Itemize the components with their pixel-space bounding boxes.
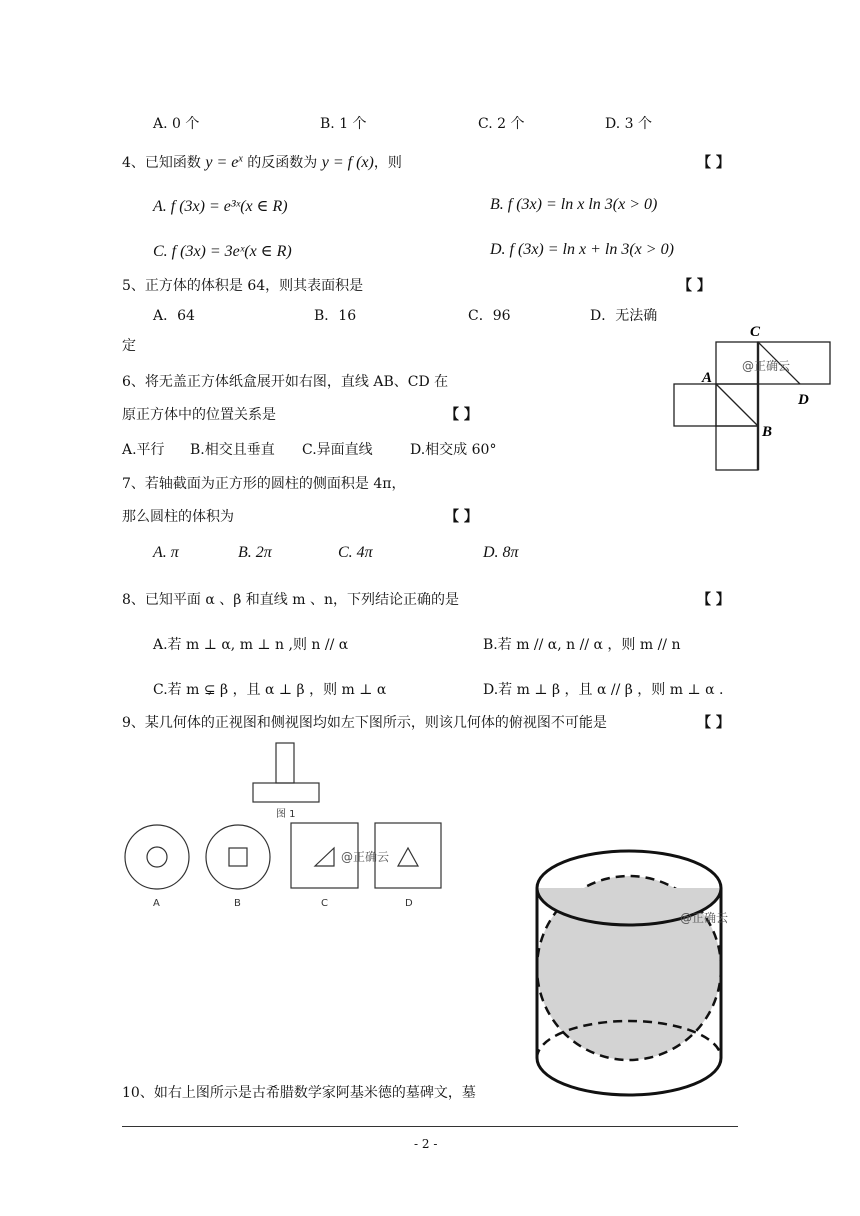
q6-option-c: C.异面直线: [302, 442, 373, 458]
q5-option-d-wrap: 定: [122, 338, 136, 354]
q5-option-a: A．64: [153, 308, 195, 324]
q6-option-b: B.相交且垂直: [190, 442, 275, 458]
label-d: D: [798, 392, 809, 408]
watermark: @正确云: [341, 850, 390, 864]
q8-option-c: C.若 m ⊊ β ，且 α ⊥ β ，则 m ⊥ α: [153, 682, 387, 698]
q5-option-c: C．96: [468, 308, 511, 324]
q10-stem: 10、如右上图所示是古希腊数学家阿基米德的墓碑文，墓: [122, 1085, 476, 1101]
option-d-label: D: [405, 898, 413, 909]
q7-answer-bracket: 【 】: [445, 509, 478, 525]
q6-stem-line1: 6、将无盖正方体纸盒展开如右图，直线 AB、CD 在: [122, 374, 449, 390]
cylinder-sphere-figure: [528, 850, 733, 1110]
front-view-figure: [245, 740, 325, 820]
q3-option-c: C. 2 个: [478, 116, 525, 132]
q3-option-b: B. 1 个: [320, 116, 367, 132]
label-c: C: [750, 324, 761, 340]
option-c-label: C: [321, 898, 328, 909]
watermark: @正确云: [680, 911, 729, 925]
q4-option-a: A. f (3x) = e³ˣ(x ∈ R): [153, 198, 288, 215]
option-b-label: B: [234, 898, 241, 909]
q3-option-a: A. 0 个: [153, 116, 200, 132]
label-a: A: [702, 370, 713, 386]
figure-1-caption: 图 1: [276, 809, 296, 820]
q9-answer-bracket: 【 】: [697, 715, 730, 731]
page-number: - 2 -: [414, 1137, 438, 1151]
q4-option-b: B. f (3x) = ln x ln 3(x > 0): [490, 196, 658, 213]
q6-stem-line2: 原正方体中的位置关系是: [122, 407, 276, 423]
q9-stem: 9、某几何体的正视图和侧视图均如左下图所示，则该几何体的俯视图不可能是: [122, 715, 607, 731]
watermark: @正确云: [742, 359, 791, 373]
q4-stem: 4、已知函数 $y = e^x$ 的反函数为 y = f (x)，则: [122, 153, 402, 171]
q5-answer-bracket: 【 】: [678, 278, 711, 294]
q5-option-b: B．16: [314, 308, 357, 324]
q8-stem: 8、已知平面 α 、β 和直线 m 、n，下列结论正确的是: [122, 592, 459, 608]
q7-stem-line2: 那么圆柱的体积为: [122, 509, 234, 525]
top-view-options-figure: [120, 818, 450, 913]
q6-option-a: A.平行: [122, 442, 165, 458]
q5-option-d: D．无法确: [590, 308, 658, 324]
q5-stem: 5、正方体的体积是 64，则其表面积是: [122, 278, 364, 294]
option-a-label: A: [153, 898, 160, 909]
q8-option-b: B.若 m // α, n // α ，则 m // n: [483, 637, 681, 653]
q8-option-a: A.若 m ⊥ α, m ⊥ n ,则 n // α: [153, 637, 349, 653]
q6-option-d: D.相交成 60°: [410, 442, 497, 458]
label-b: B: [762, 424, 773, 440]
q7-option-a: A. π: [153, 544, 179, 561]
cube-net-figure: [660, 318, 840, 478]
q4-answer-bracket: 【 】: [697, 155, 730, 171]
q8-answer-bracket: 【 】: [697, 592, 730, 608]
q8-option-d: D.若 m ⊥ β ，且 α // β ，则 m ⊥ α .: [483, 682, 724, 698]
q7-option-b: B. 2π: [238, 544, 272, 561]
q3-option-d: D. 3 个: [605, 116, 652, 132]
q4-option-c: C. f (3x) = 3eˣ(x ∈ R): [153, 243, 292, 260]
q7-stem-line1: 7、若轴截面为正方形的圆柱的侧面积是 4π，: [122, 476, 406, 492]
q7-option-c: C. 4π: [338, 544, 373, 561]
q4-option-d: D. f (3x) = ln x + ln 3(x > 0): [490, 241, 674, 258]
q6-answer-bracket: 【 】: [445, 407, 478, 423]
q7-option-d: D. 8π: [483, 544, 519, 561]
footer-divider: [122, 1126, 738, 1127]
